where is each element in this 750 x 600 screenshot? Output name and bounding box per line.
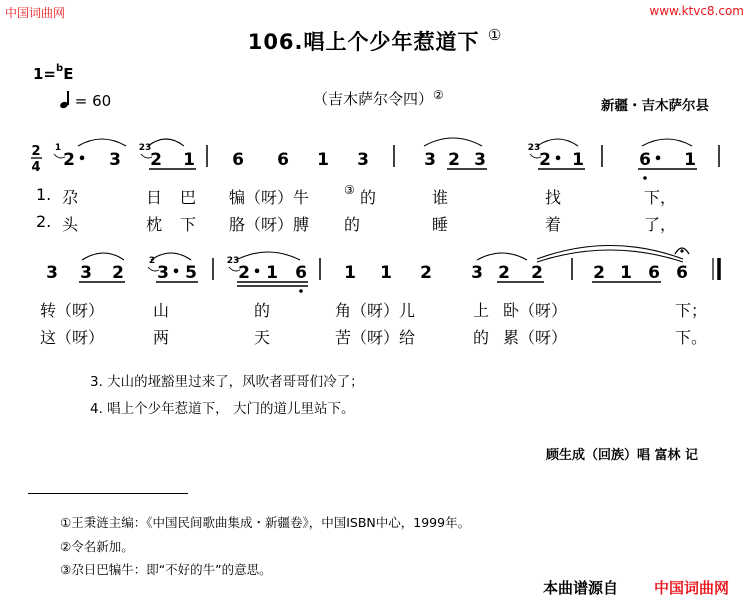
- lyric-l1-v1-syllable: 下，: [644, 188, 677, 207]
- l2-note: 2: [420, 263, 432, 283]
- lyric-l2-v2-syllable: 这（呀）: [40, 328, 105, 347]
- l2-grace-note: 23: [226, 256, 240, 266]
- l1-augmentation-dot: •: [653, 152, 663, 167]
- l1-note: 1: [572, 150, 584, 170]
- l1-note: 2: [539, 150, 551, 170]
- lyric-l1-v2-syllable: 的: [344, 215, 361, 234]
- lyric-l1-v1-syllable: 1.: [36, 185, 52, 204]
- footer-source: 本曲谱源自: [543, 579, 619, 597]
- verse-3: 3. 大山的垭豁里过来了，风吹者哥哥们冷了；: [90, 374, 364, 390]
- lyric-l2-v2-syllable: 下。: [675, 328, 708, 347]
- l1-note: 1: [684, 150, 696, 170]
- footer-site-link[interactable]: 中国词曲网: [654, 579, 730, 597]
- l2-note: 1: [620, 263, 632, 283]
- l1-note: 6: [277, 150, 289, 170]
- time-signature: [31, 144, 42, 175]
- lyric-l1-v2-syllable: 头: [62, 215, 79, 234]
- l2-note: 2: [238, 263, 250, 283]
- key-note: E: [63, 65, 74, 83]
- l2-note: 1: [344, 263, 356, 283]
- l2-note: 6: [676, 263, 688, 283]
- l2-note: 2: [498, 263, 510, 283]
- bar-lines-line2: [213, 258, 719, 280]
- lyric-l1-v1-syllable: 的: [360, 188, 377, 207]
- lyric-l2-v1-syllable: 的: [254, 301, 271, 320]
- lyric-l1-v1-syllable: 尕: [62, 188, 79, 207]
- l1-augmentation-dot: •: [553, 152, 563, 167]
- l2-note: 6: [295, 263, 307, 283]
- l1-note: 1: [317, 150, 329, 170]
- lyric-l1-v1-syllable: 谁: [432, 188, 449, 207]
- l2-note: 2: [531, 263, 543, 283]
- l2-augmentation-dot: •: [171, 265, 181, 280]
- lyric-l1-v1-syllable: 巴: [180, 188, 197, 207]
- watermark-right: www.ktvc8.com: [649, 4, 744, 18]
- l2-grace-note: 2: [148, 256, 156, 266]
- lyric-l2-v2-syllable: 天: [254, 328, 271, 347]
- l1-grace-note: 1: [54, 143, 62, 153]
- verse-4: 4. 唱上个少年惹道下， 大门的道儿里站下。: [90, 401, 355, 417]
- l2-note: 3: [157, 263, 169, 283]
- l1-low-octave-dot: [643, 176, 647, 180]
- l2-low-octave-dot: [299, 289, 303, 293]
- l2-note: 2: [112, 263, 124, 283]
- lyric-l1-v1-syllable: 日: [146, 188, 163, 207]
- notes-layer: [46, 143, 697, 293]
- l2-note: 6: [648, 263, 660, 283]
- l1-note: 2: [448, 150, 460, 170]
- l1-note: 1: [183, 150, 195, 170]
- lyric-l1-v2-syllable: 了，: [644, 215, 677, 234]
- lyric-l1-v2-syllable: 下: [180, 215, 197, 234]
- lyric-l2-v1-syllable: 卧（呀）: [503, 301, 568, 320]
- lyric-l1-v1-syllable: ③: [344, 183, 355, 197]
- lyric-l1-v2-syllable: 睡: [432, 215, 449, 234]
- flat-sign: b: [56, 63, 64, 74]
- l1-grace-note: 23: [527, 143, 541, 153]
- lyric-l1-v2-syllable: 着: [545, 215, 562, 234]
- footnote-3: ③尕日巴犏牛：即“不好的牛”的意思。: [60, 562, 272, 577]
- l2-note: 1: [266, 263, 278, 283]
- lyric-l2-v2-syllable: 两: [153, 328, 170, 347]
- fermata-icon: [675, 248, 689, 254]
- watermark-left: 中国词曲网: [5, 6, 66, 20]
- l1-note: 3: [357, 150, 369, 170]
- lyric-l2-v2-syllable: 的: [473, 328, 490, 347]
- l2-note: 2: [593, 263, 605, 283]
- lyric-l2-v1-syllable: 转（呀）: [40, 301, 105, 320]
- l1-note: 3: [424, 150, 436, 170]
- l2-note: 3: [471, 263, 483, 283]
- lyric-l2-v2-syllable: 苦（呀）给: [335, 328, 416, 347]
- lyric-l2-v1-syllable: 山: [153, 301, 170, 320]
- subtitle-footnote-marker: ②: [433, 88, 444, 102]
- title-footnote-marker: ①: [487, 26, 503, 44]
- l1-note: 3: [474, 150, 486, 170]
- footnote-1: ①王秉涟主编：《中国民间歌曲集成・新疆卷》，中国ISBN中心，1999年。: [60, 515, 471, 530]
- l1-note: 2: [150, 150, 162, 170]
- l1-grace-note: 23: [138, 143, 152, 153]
- key-prefix: 1=: [33, 65, 57, 83]
- footnote-divider: [28, 493, 188, 494]
- l1-note: 6: [232, 150, 244, 170]
- time-signature-bottom: 4: [31, 160, 41, 175]
- lyric-l2-v2-syllable: 累（呀）: [503, 328, 568, 347]
- slurs: [78, 138, 692, 262]
- l2-note: 3: [46, 263, 58, 283]
- l1-note: 2: [63, 150, 75, 170]
- l2-note: 3: [80, 263, 92, 283]
- lyric-l1-v2-syllable: 枕: [146, 215, 163, 234]
- l2-augmentation-dot: •: [252, 265, 262, 280]
- region-label: 新疆・吉木萨尔县: [601, 98, 709, 114]
- lyric-l2-v1-syllable: 角（呀）儿: [335, 301, 416, 320]
- lyric-l2-v1-syllable: 上: [473, 301, 490, 320]
- lyric-l2-v1-syllable: 下；: [675, 301, 708, 320]
- tempo-value: = 60: [74, 92, 112, 110]
- song-title-text: 106.唱上个少年惹道下: [247, 30, 480, 54]
- lyric-l1-v1-syllable: 找: [545, 188, 562, 207]
- subtitle-text: （吉木萨尔令四）: [313, 90, 434, 108]
- footnote-2: ②令名新加。: [60, 539, 134, 554]
- l1-note: 3: [109, 150, 121, 170]
- time-signature-top: 2: [31, 144, 41, 159]
- lyric-l1-v2-syllable: 胳（呀）膊: [229, 215, 310, 234]
- l2-note: 5: [185, 263, 197, 283]
- lyric-l1-v2-syllable: 2.: [36, 212, 52, 231]
- l1-augmentation-dot: •: [77, 152, 87, 167]
- lyric-l1-v1-syllable: 犏（呀）牛: [229, 188, 310, 207]
- l2-note: 1: [380, 263, 392, 283]
- l1-note: 6: [639, 150, 651, 170]
- performer-credit: 顾生成（回族）唱 富林 记: [546, 448, 699, 463]
